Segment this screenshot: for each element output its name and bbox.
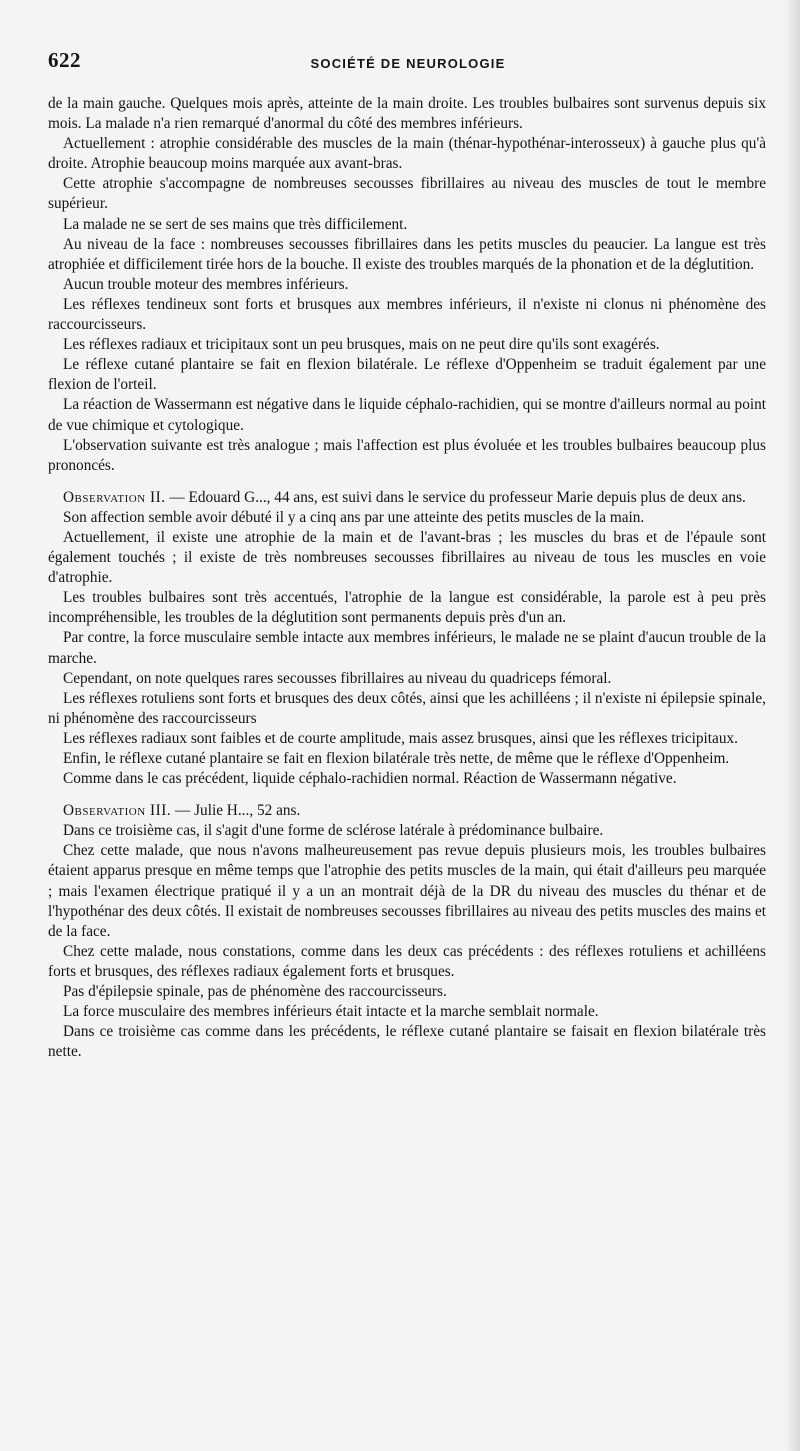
paragraph: Les réflexes tendineux sont forts et brusques aux membres inférieurs, il n'existe ni clonus ni phénomène des raccourcisseurs. (48, 295, 766, 334)
paragraph: de la main gauche. Quelques mois après, atteinte de la main droite. Les troubles bulbaires sont survenus depuis six mois. La malade n'a rien remarqué d'anormal du côté des membres inférieurs. (48, 95, 766, 133)
paragraph: Les réflexes radiaux et tricipitaux sont un peu brusques, mais on ne peut dire qu'ils sont exagérés. (63, 336, 660, 354)
paragraph: Les réflexes rotuliens sont forts et brusques des deux côtés, ainsi que les achilléens ; il n'existe ni épilepsie spinale, ni phénomène des raccourcisseurs (48, 689, 766, 727)
paragraph: Aucun trouble moteur des membres inférieurs. (63, 275, 349, 293)
observation-label: Observation III. (63, 802, 172, 820)
paragraph: Enfin, le réflexe cutané plantaire se fait en flexion bilatérale très nette, de même que le réflexe d'Oppenheim. (63, 750, 730, 767)
page-number: 622 (48, 48, 81, 72)
paragraph: Par contre, la force musculaire semble intacte aux membres inférieurs, le malade ne se plaint d'aucun trouble de la marche. (48, 629, 766, 667)
paragraph: Actuellement : atrophie considérable des muscles de la main (thénar-hypothénar-interosseux) à gauche plus qu'à droite. Atrophie beaucoup moins marquée aux avant-bras. (48, 135, 766, 173)
paragraph: Dans ce troisième cas, il s'agit d'une forme de sclérose latérale à prédominance bulbaire. (63, 822, 604, 840)
paragraph: Chez cette malade, nous constations, comme dans les deux cas précédents : des réflexes rotuliens et achilléens forts et brusques, des réflexes radiaux également forts et brusques. (48, 942, 766, 980)
paragraph: Cette atrophie s'accompagne de nombreuses secousses fibrillaires au niveau des muscles de tout le membre supérieur. (48, 175, 766, 213)
paragraph: Comme dans le cas précédent, liquide céphalo-rachidien normal. Réaction de Wassermann négative. (63, 770, 677, 788)
page-header (48, 44, 768, 76)
paragraph: Cependant, on note quelques rares secousses fibrillaires au niveau du quadriceps fémoral. (63, 669, 612, 687)
paragraph: La malade ne se sert de ses mains que très difficilement. (63, 215, 408, 233)
observation-intro: — Edouard G..., 44 ans, est suivi dans le service du professeur Marie depuis plus de deux ans. (169, 488, 746, 506)
section-spacer (48, 789, 766, 801)
paragraph: Pas d'épilepsie spinale, pas de phénomène des raccourcisseurs. (63, 983, 447, 1001)
paragraph: Au niveau de la face : nombreuses secousses fibrillaires dans les petits muscles du peaucier. La langue est très atrophiée et difficilement tirée hors de la bouche. Il existe des troubles marqués de la phonation et de la déglutition. (48, 235, 766, 273)
paragraph: Dans ce troisième cas comme dans les précédents, le réflexe cutané plantaire se faisait en flexion bilatérale très nette. (48, 1023, 766, 1061)
paragraph: Les réflexes radiaux sont faibles et de courte amplitude, mais assez brusques, ainsi que les réflexes tricipitaux. (63, 729, 738, 747)
observation-heading-paragraph (48, 488, 766, 508)
paragraph: Actuellement, il existe une atrophie de la main et de l'avant-bras ; les muscles du bras et de l'épaule sont également touchés ; il existe de très nombreuses secousses fibrillaires au niveau de tous les muscles en voie d'atrophie. (48, 528, 766, 587)
running-title: SOCIÉTÉ DE NEUROLOGIE (310, 56, 506, 71)
paragraph: Chez cette malade, que nous n'avons malheureusement pas revue depuis plusieurs mois, les troubles bulbaires étaient apparus presque en même temps que l'atrophie des petits muscles de la main, qui était d'ailleurs peu marquée ; mais l'examen électrique pratiqué il y a un an montrait déjà de la DR du niveau des muscles du thénar et de l'hypothénar des deux côtés. Il existait de nombreuses secousses fibrillaires au niveau des petits muscles des mains et de la face. (48, 842, 766, 940)
observation-label: Observation II. (63, 488, 166, 506)
paragraph: L'observation suivante est très analogue ; mais l'affection est plus évoluée et les troubles bulbaires beaucoup plus prononcés. (48, 436, 766, 474)
paragraph: Les troubles bulbaires sont très accentués, l'atrophie de la langue est considérable, la parole est à peu près incompréhensible, les troubles de la déglutition sont permanents depuis près d'un an. (48, 589, 766, 627)
paragraph: La réaction de Wassermann est négative dans le liquide céphalo-rachidien, qui se montre d'ailleurs normal au point de vue chimique et cytologique. (48, 396, 766, 434)
paragraph: La force musculaire des membres inférieurs était intacte et la marche semblait normale. (63, 1003, 599, 1021)
paragraph: Le réflexe cutané plantaire se fait en flexion bilatérale. Le réflexe d'Oppenheim se traduit également par une flexion de l'orteil. (48, 356, 766, 394)
body-text (48, 94, 766, 1062)
page-edge-shadow (786, 0, 800, 1451)
observation-intro: — Julie H..., 52 ans. (174, 802, 301, 820)
observation-heading-paragraph (48, 801, 766, 821)
paragraph: Son affection semble avoir débuté il y a cinq ans par une atteinte des petits muscles de la main. (63, 508, 645, 526)
section-spacer (48, 476, 766, 488)
